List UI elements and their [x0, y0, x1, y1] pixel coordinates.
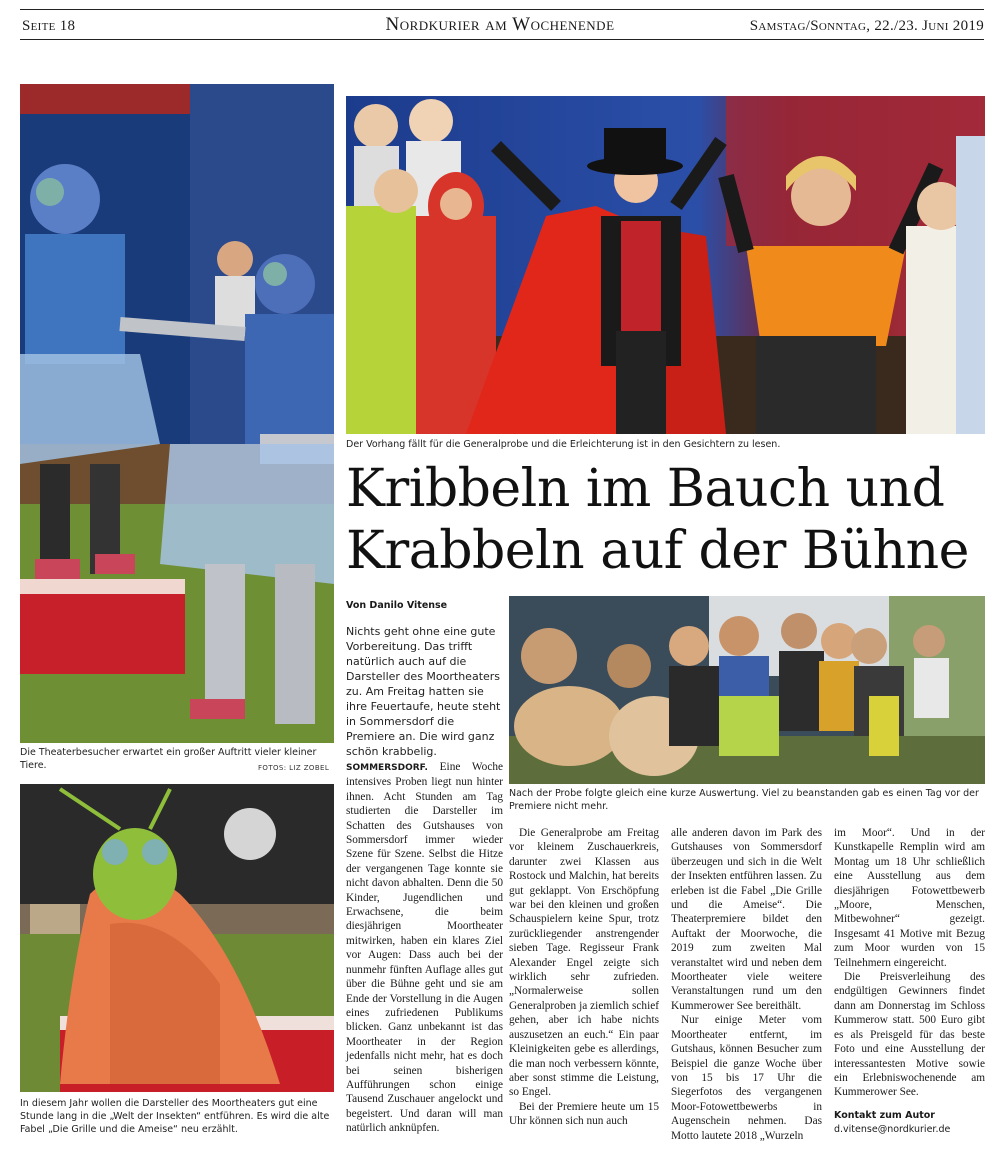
body-text: Nur einige Meter vom Moortheater entfernt, im Gutshaus, können Besucher zum Beispiel die ganze Woche über von 15 bis 17 Uhr die Siegerfotos des vergangenen Moor-Fotowettbewerbs in Augenschein nehmen. Das Motto lautete 2018 „Wurzeln: [671, 1014, 822, 1142]
headline: [346, 458, 986, 582]
photo-curtain-call: [346, 96, 985, 434]
caption-mid-photo: Nach der Probe folgte gleich eine kurze Auswertung. Viel zu beanstanden gab es einen Tag vor der Premiere nicht mehr.: [509, 788, 979, 812]
contact-heading: Kontakt zum Autor: [834, 1110, 935, 1121]
body-text: Eine Woche intensives Proben liegt nun hinter ihnen. Acht Stunden am Tag studierten die Darsteller im Schatten des Gutshauses von Sommersdorf immer wieder Szene für Szene. Selbst die Hitze der vergangenen Tage konnte sie nicht davon abhalten. Denn die 50 Kinder, Jugendlichen und Erwachsene, die beim diesjährigen Moortheater mitwirken, haben ein klares Ziel vor Augen: Dass auch bei der nunmehr fünften Auflage alles gut über die Bühne geht und sie am Ende der Vorstellung in die Augen eines zufriedenen Publikums blicken. Ganz unbekannt ist das Moortheater in der Region jedenfalls nicht mehr, hat es doch bei seinen bisherigen Aufführungen schon einige Tausend Zuschauer angelockt und begeistert. Und daran will man natürlich anknüpfen.: [346, 761, 503, 1135]
caption-left-photo: Die Theaterbesucher erwartet ein großer Auftritt vieler kleiner Tiere.: [20, 747, 317, 771]
body-text: alle anderen davon im Park des Gutshauses von Sommersdorf überzeugen und sich in die Welt der Insekten entführen lassen. Zu erleben ist die Fabel „Die Grille und die Ameise“. Die Theaterpremiere bildet den Auftakt der Moorwoche, die 2019 zum zweiten Mal veranstaltet wird und neben dem Moortheater viele weitere Veranstaltungen rund um den Kummerower See bereithält.: [671, 827, 822, 1012]
byline: Von Danilo Vitense: [346, 600, 448, 611]
article-column-4: [834, 826, 985, 1100]
page-number: Seite 18: [22, 18, 76, 34]
photo-credit: FOTOS: LIZ ZOBEL: [258, 764, 330, 772]
header-top-rule: [20, 9, 984, 10]
body-text: Die Generalprobe am Freitag vor kleinem Zuschauerkreis, darunter zwei Klassen aus Rostock und Malchin, hat bereits gut geklappt. Von Erschöpfung war bei den kleinen und großen Schauspielern keine Spur, trotz zurückliegender anstrengender sieben Tage. Regisseur Frank Alexander Engel zeigte sich wirklich sehr zufrieden. „Normalerweise sollen Generalproben ja ziemlich schief gehen, aber ich habe nichts auszusetzen an euch.“ Ein paar Kleinigkeiten gebe es allerdings, die man noch verbessern könnte, aber sonst stimme die Leistung, so Engel.: [509, 827, 659, 1099]
article-column-1: [346, 760, 503, 1136]
photo-rehearsal-evaluation: [509, 596, 985, 784]
header-bottom-rule: [20, 39, 984, 40]
body-text: im Moor“. Und in der Kunstkapelle Remplin wird am Montag um 18 Uhr schließlich eine Ausstellung aus dem diesjährigen Fotowettbewerb „Moore, Menschen, Mitbewohner“ gezeigt. Insgesamt 41 Motive mit Bezug zum Moor wurden von 15 Teilnehmern eingereicht.: [834, 827, 985, 969]
photo-cricket-costume: [20, 784, 334, 1092]
contact-email[interactable]: d.vitense@nordkurier.de: [834, 1124, 951, 1135]
headline-line-1: Kribbeln im Bauch und: [346, 459, 945, 519]
article-column-3: [671, 826, 822, 1143]
body-text: Bei der Premiere heute um 15 Uhr können sich nun auch: [509, 1100, 659, 1128]
headline-line-2: Krabbeln auf der Bühne: [346, 521, 969, 581]
caption-bottom-photo: In diesem Jahr wollen die Darsteller des Moortheaters gut eine Stunde lang in die „Welt der Insekten“ entführen. Es wird die alte Fabel „Die Grille und die Ameise“ neu erzählt.: [20, 1098, 330, 1135]
article-column-2: [509, 826, 659, 1129]
body-text: Die Preisverleihung des endgültigen Gewinners findet dann am Donnerstag im Schloss Kummerow statt. 500 Euro gibt es als Preisgeld für das beste Foto und eine Ausstellung der interessantesten Motive sowie ein Erlebniswochenende am Kummerower See.: [834, 971, 985, 1099]
lead-paragraph: Nichts geht ohne eine gute Vorbereitung. Das trifft natürlich auch auf die Darsteller des Moortheaters zu. Am Freitag hatten sie ihre Feuertaufe, heute steht in Sommersdorf die Premiere an. Die wird ganz schön krabbelig.: [346, 625, 501, 758]
dateline: SOMMERSDORF.: [346, 763, 428, 773]
photo-insect-dancers: [20, 84, 334, 743]
issue-date: Samstag/Sonntag, 22./23. Juni 2019: [749, 18, 984, 34]
caption-top-photo: Der Vorhang fällt für die Generalprobe und die Erleichterung ist in den Gesichtern zu lesen.: [346, 439, 781, 450]
newspaper-title: Nordkurier am Wochenende: [385, 14, 615, 35]
